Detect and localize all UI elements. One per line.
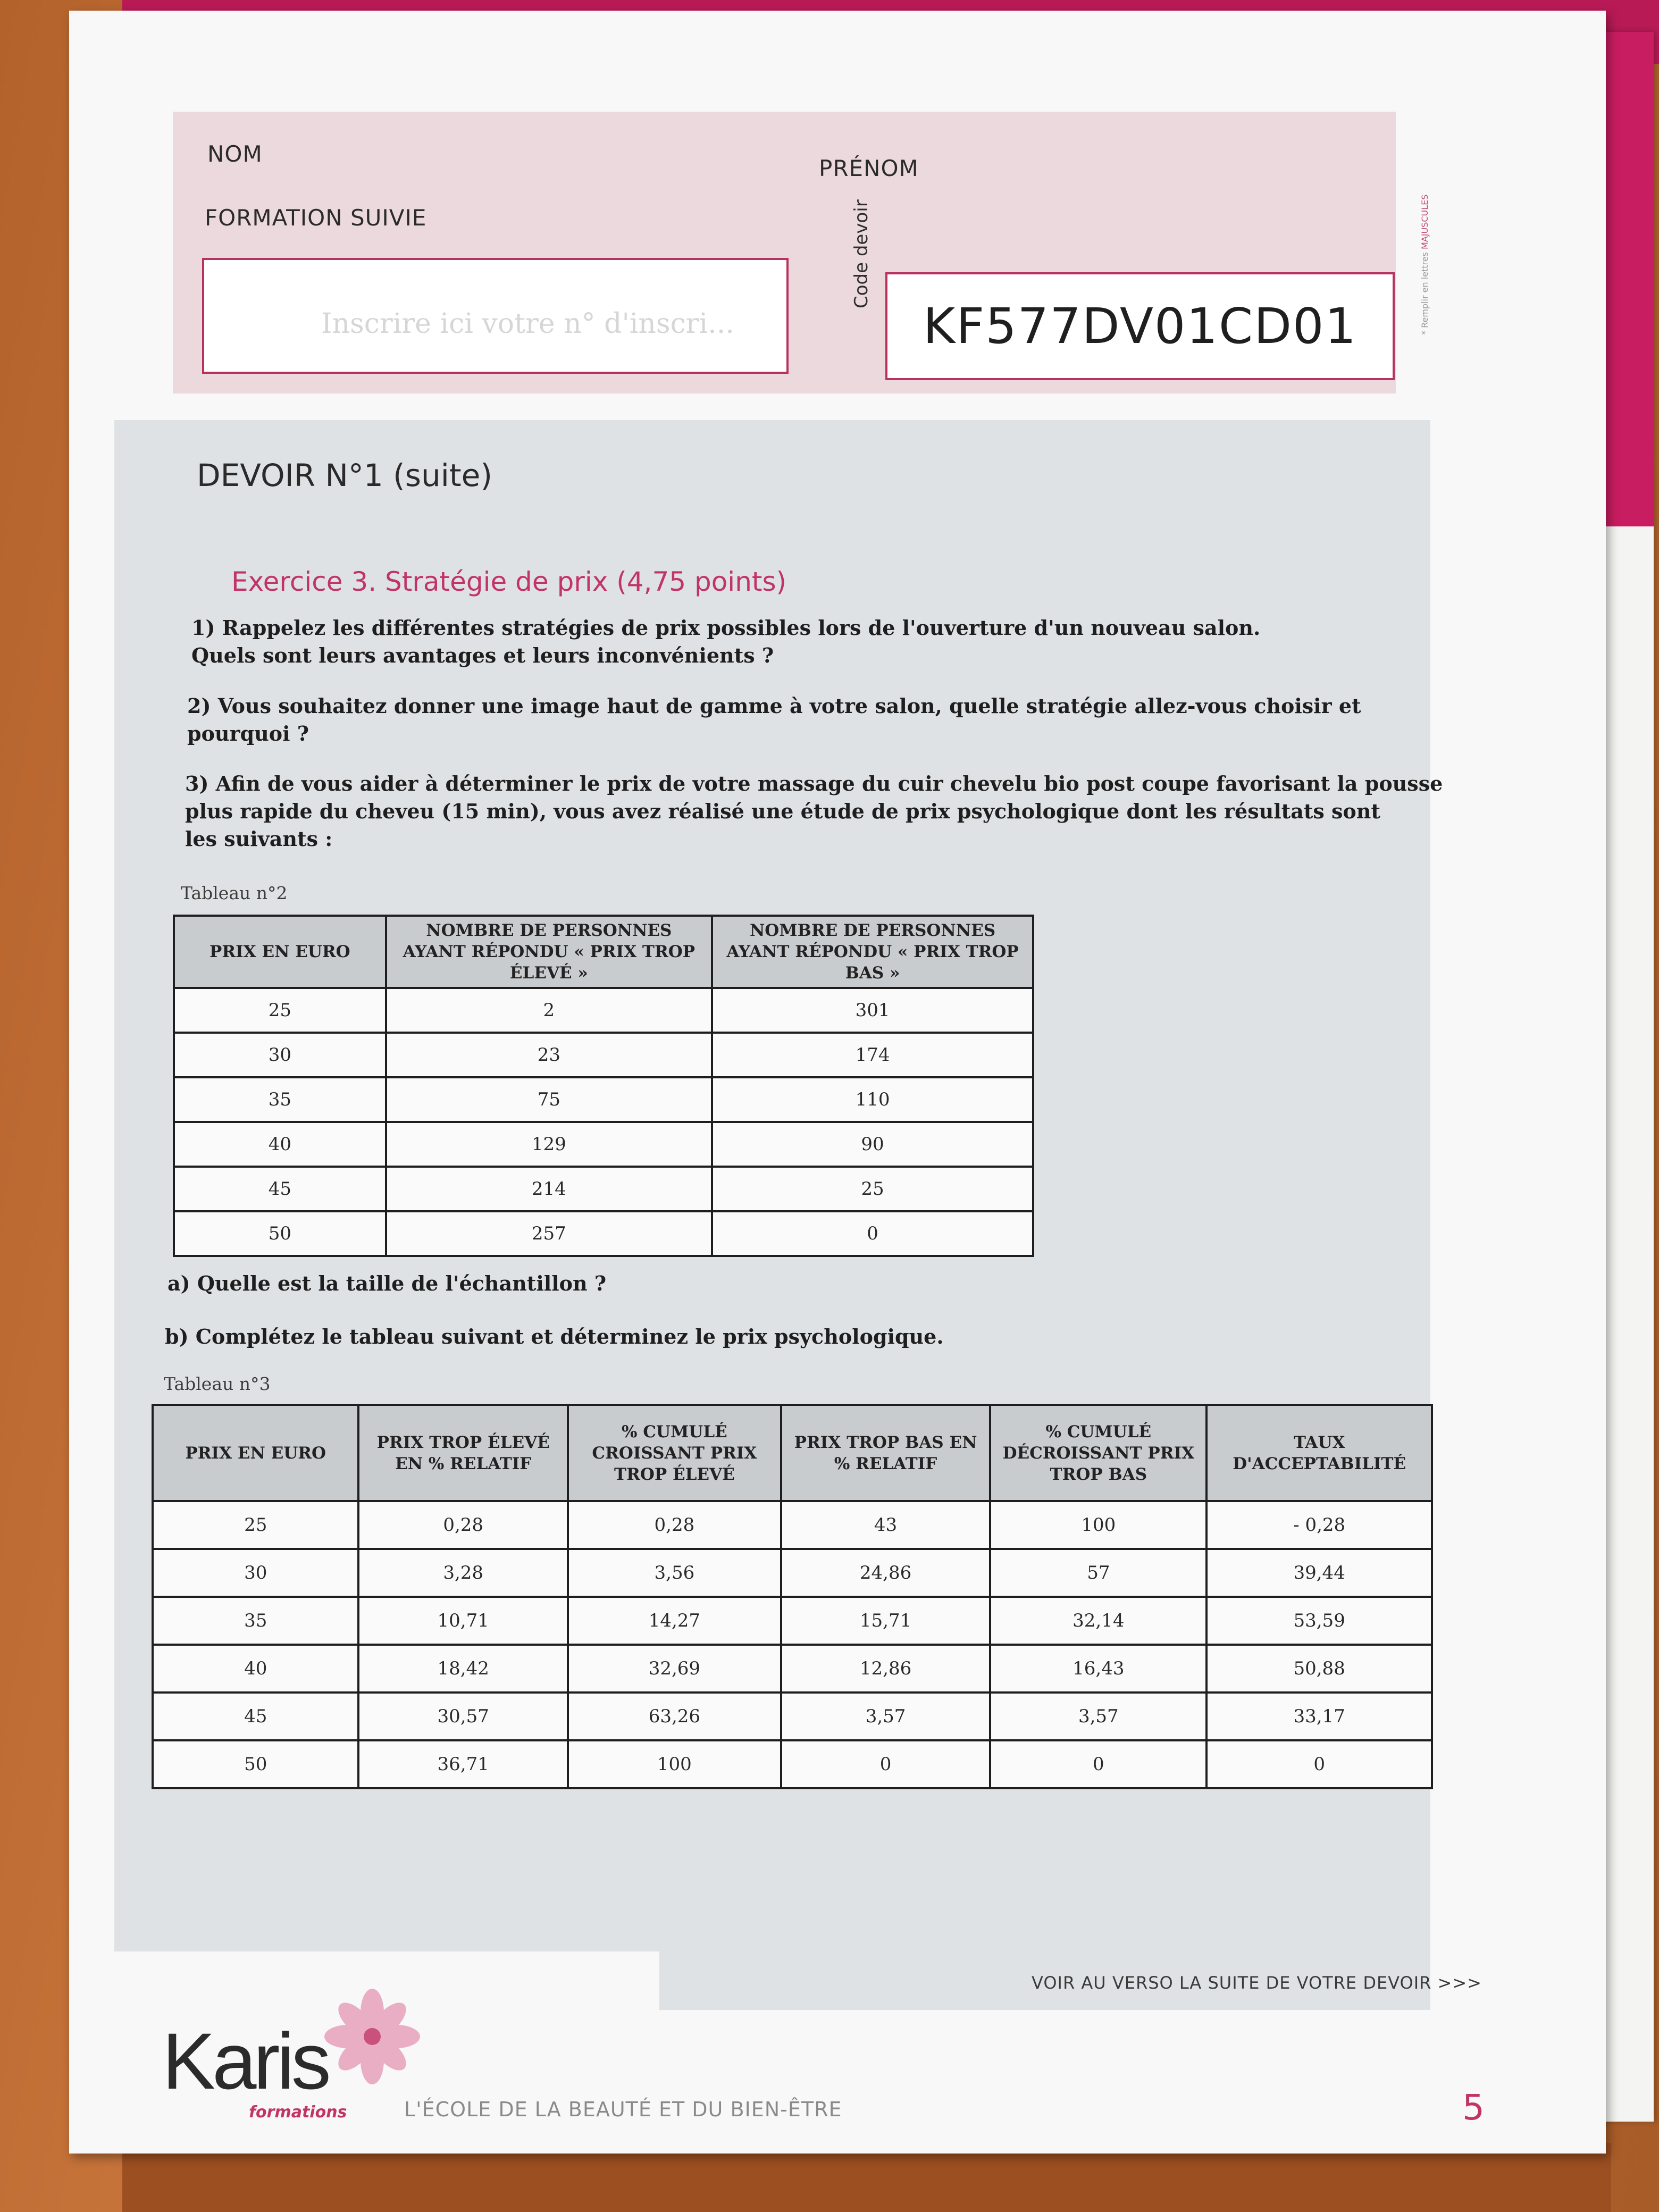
code-devoir-box (885, 272, 1395, 380)
prenom-label: PRÉNOM (819, 155, 919, 181)
table-3-header: PRIX TROP ÉLEVÉ EN % RELATIF (358, 1405, 568, 1501)
registration-number-field[interactable] (202, 258, 789, 374)
table-row: 50 36,71 100 0 0 0 (153, 1740, 1432, 1788)
table-row: 35 10,71 14,27 15,71 32,14 53,59 (153, 1597, 1432, 1645)
karis-logo-subtitle: formations (249, 2103, 347, 2122)
formation-label: FORMATION SUIVIE (205, 205, 427, 231)
nom-label: NOM (207, 141, 263, 167)
verso-note: VOIR AU VERSO LA SUITE DE VOTRE DEVOIR >>> (1032, 1973, 1482, 1993)
table-3-header: % CUMULÉ DÉCROISSANT PRIX TROP BAS (990, 1405, 1206, 1501)
table-3-header: TAUX D'ACCEPTABILITÉ (1206, 1405, 1432, 1501)
table-row: 40 18,42 32,69 12,86 16,43 50,88 (153, 1645, 1432, 1692)
assignment-title: DEVOIR N°1 (suite) (197, 457, 492, 493)
table-3-header: PRIX TROP BAS EN % RELATIF (781, 1405, 991, 1501)
karis-logo: Karis (162, 2016, 328, 2106)
table-row: 45 30,57 63,26 3,57 3,57 33,17 (153, 1692, 1432, 1740)
table-row: 30 23 174 (174, 1033, 1033, 1077)
school-tagline: L'ÉCOLE DE LA BEAUTÉ ET DU BIEN-ÊTRE (404, 2098, 842, 2121)
table-3-header: PRIX EN EURO (153, 1405, 358, 1501)
question-1: 1) Rappelez les différentes stratégies de prix possibles lors de l'ouverture d'un nouveau salon. Quels sont leurs avantages et leurs inconvénients ? (191, 616, 1261, 667)
table-3 (152, 1404, 1433, 1789)
document-page (69, 11, 1606, 2154)
question-a: a) Quelle est la taille de l'échantillon ? (167, 1271, 607, 1295)
table-row: 40 129 90 (174, 1122, 1033, 1167)
code-devoir-label: Code devoir (851, 199, 872, 308)
table-row: 50 257 0 (174, 1211, 1033, 1256)
table-row: 45 214 25 (174, 1167, 1033, 1211)
code-devoir-value: KF577DV01CD01 (923, 298, 1358, 355)
table-row: 30 3,28 3,56 24,86 57 39,44 (153, 1549, 1432, 1597)
registration-placeholder: Inscrire ici votre n° d'inscri... (321, 308, 734, 340)
question-b: b) Complétez le tableau suivant et déterminez le prix psychologique. (165, 1325, 944, 1348)
table-3-caption: Tableau n°3 (164, 1373, 271, 1394)
exercise-heading: Exercice 3. Stratégie de prix (4,75 points) (231, 566, 787, 597)
table-2-header: NOMBRE DE PERSONNES AYANT RÉPONDU « PRIX TROP ÉLEVÉ » (386, 916, 712, 988)
table-row: 25 0,28 0,28 43 100 - 0,28 (153, 1501, 1432, 1549)
capitals-side-note: * Remplir en lettres MAJUSCULES (1420, 194, 1430, 335)
table-2-header: PRIX EN EURO (174, 916, 386, 988)
question-2: 2) Vous souhaitez donner une image haut de gamme à votre salon, quelle stratégie allez-vous choisir et pourquoi ? (187, 694, 1361, 745)
table-row: 35 75 110 (174, 1077, 1033, 1122)
question-3: 3) Afin de vous aider à déterminer le prix de votre massage du cuir chevelu bio post coupe favorisant la pousse plus rapide du cheveu (15 min), vous avez réalisé une étude de prix psychologique dont les résultats sont les suivants : (185, 772, 1443, 851)
table-2-header: NOMBRE DE PERSONNES AYANT RÉPONDU « PRIX TROP BAS » (712, 916, 1033, 988)
page-number: 5 (1462, 2087, 1485, 2128)
table-2-caption: Tableau n°2 (181, 883, 288, 903)
table-3-header: % CUMULÉ CROISSANT PRIX TROP ÉLEVÉ (568, 1405, 781, 1501)
table-2 (173, 915, 1034, 1257)
table-row: 25 2 301 (174, 988, 1033, 1033)
